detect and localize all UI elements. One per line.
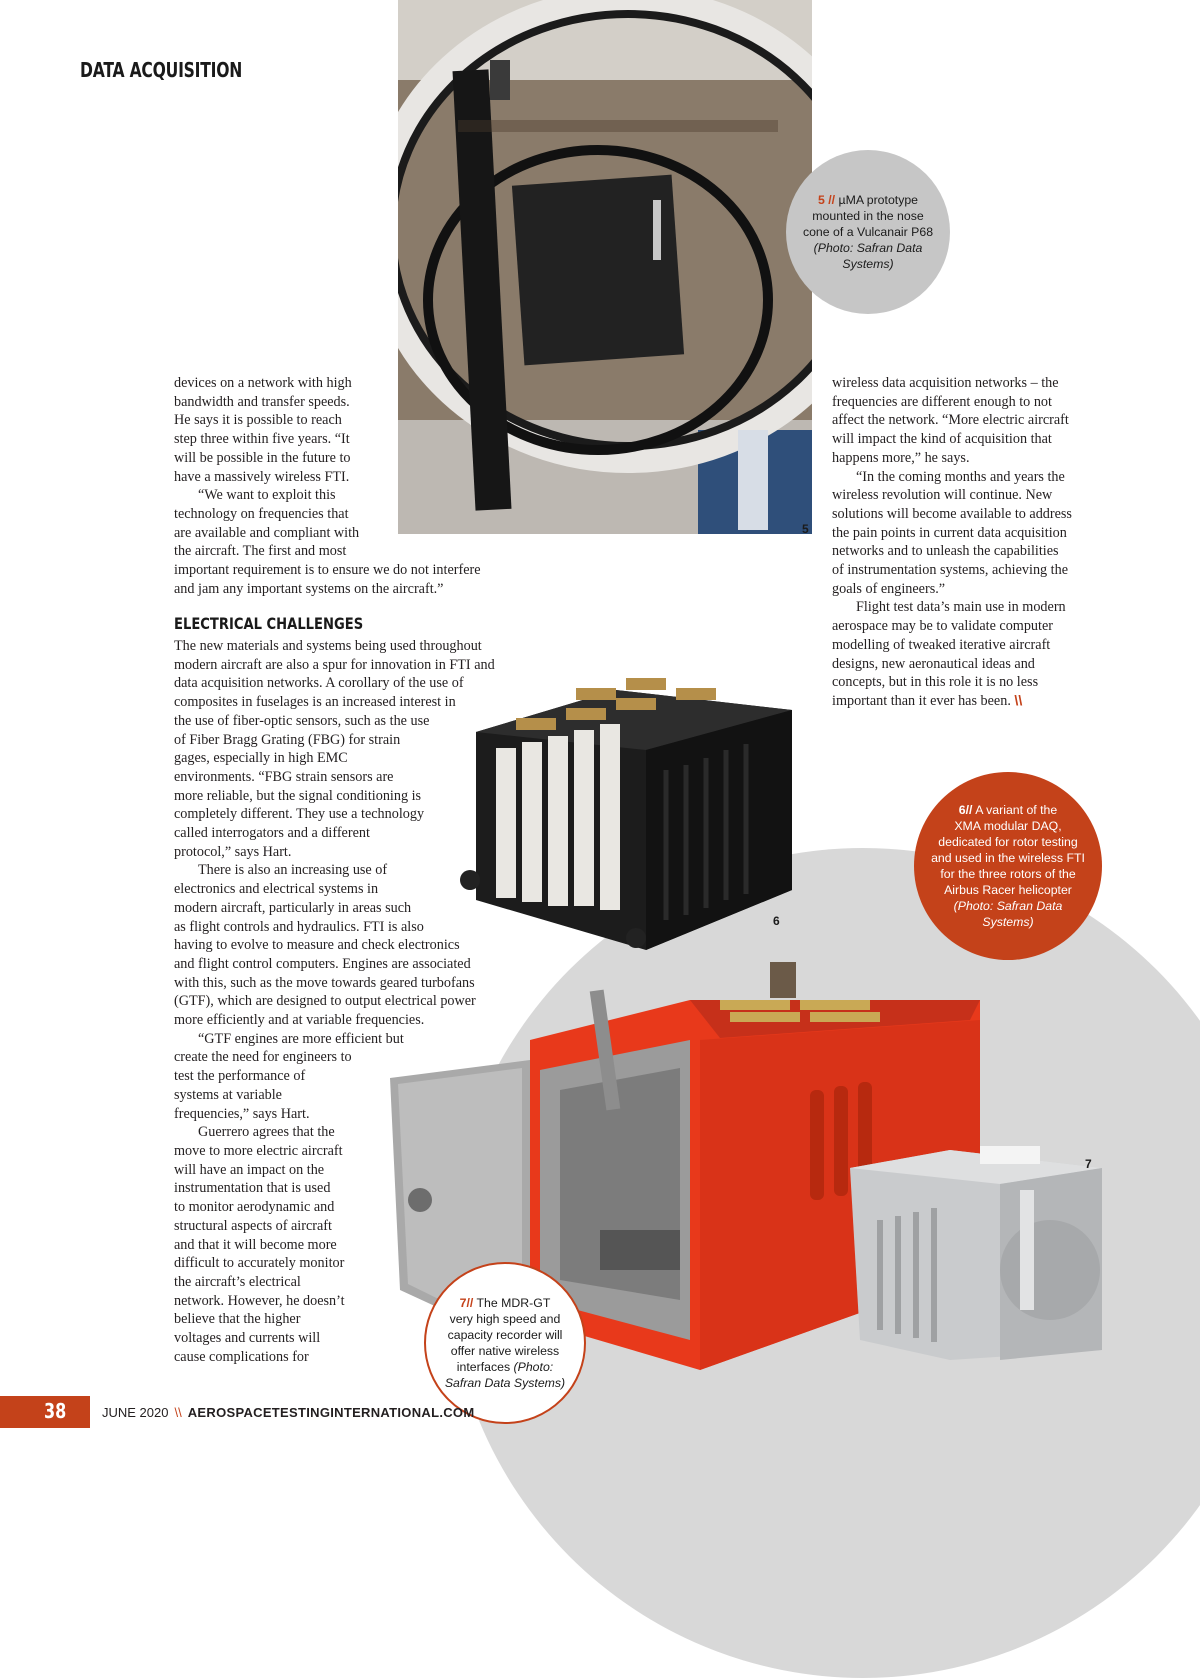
body-line: and that it will become more	[174, 1236, 337, 1253]
body-line: will have an impact on the	[174, 1161, 325, 1178]
body-line: technology on frequencies that	[174, 505, 349, 522]
body-line: to monitor aerodynamic and	[174, 1199, 335, 1216]
caption-photo-6	[914, 772, 1102, 960]
body-line: “In the coming months and years the	[856, 468, 1065, 485]
caption-number: 5 //	[817, 193, 836, 207]
caption-line: µMA prototype	[838, 193, 919, 207]
body-line: modern aircraft are also a spur for innovation in FTI and	[174, 656, 495, 673]
body-line: and jam any important systems on the aircraft.”	[174, 580, 444, 597]
body-line: frequencies,” says Hart.	[174, 1105, 310, 1122]
footer-line	[102, 1405, 474, 1420]
body-line: bandwidth and transfer speeds.	[174, 393, 350, 410]
body-line: of instrumentation systems, achieving the	[832, 562, 1069, 579]
photo-xma-daq	[456, 670, 792, 954]
body-line: will impact the kind of acquisition that	[832, 431, 1052, 448]
footer-website[interactable]: AEROSPACETESTINGINTERNATIONAL.COM	[187, 1405, 475, 1420]
body-line: voltages and currents will	[174, 1330, 321, 1347]
caption-line: A variant of the	[975, 803, 1058, 817]
caption-credit: Systems)	[982, 915, 1034, 929]
body-line: the aircraft. The first and most	[174, 543, 347, 560]
body-line: systems at variable	[174, 1086, 282, 1103]
section-header: DATA ACQUISITION	[80, 58, 243, 82]
caption-credit: (Photo: Safran Data	[953, 899, 1063, 913]
body-line: happens more,” he says.	[832, 449, 970, 466]
body-line: He says it is possible to reach	[174, 412, 342, 429]
caption-number: 6//	[958, 803, 973, 817]
body-line: step three within five years. “It	[174, 431, 350, 448]
body-line: test the performance of	[174, 1068, 306, 1085]
photo-number-5: 5	[802, 522, 809, 536]
caption-line: Airbus Racer helicopter	[944, 883, 1072, 897]
body-line: move to more electric aircraft	[174, 1142, 343, 1159]
footer-issue: JUNE 2020	[102, 1405, 169, 1420]
body-line: concepts, but in this role it is no less	[832, 674, 1039, 691]
body-line: difficult to accurately monitor	[174, 1255, 345, 1272]
body-line: designs, new aeronautical ideas and	[832, 655, 1035, 672]
caption-line: offer native wireless	[450, 1344, 560, 1358]
body-line: The new materials and systems being used throughout	[174, 638, 482, 654]
body-line: modelling of tweaked iterative aircraft	[832, 636, 1051, 653]
body-line: and flight control computers. Engines are associated	[174, 955, 471, 972]
caption-line: The MDR-GT	[476, 1296, 551, 1310]
body-line: network. However, he doesn’t	[174, 1292, 345, 1309]
body-line: have a massively wireless FTI.	[174, 468, 350, 485]
body-line: devices on a network with high	[174, 375, 352, 391]
body-line: called interrogators and a different	[174, 825, 370, 842]
body-line: (GTF), which are designed to output electrical power	[174, 993, 476, 1010]
body-line: goals of engineers.”	[832, 580, 946, 597]
body-line: modern aircraft, particularly in areas such	[174, 899, 412, 916]
body-line: instrumentation that is used	[174, 1180, 331, 1197]
body-line: protocol,” says Hart.	[174, 843, 292, 860]
body-line: electronics and electrical systems in	[174, 881, 379, 898]
caption-line: dedicated for rotor testing	[938, 835, 1078, 849]
body-line: gages, especially in high EMC	[174, 750, 348, 767]
body-line: the aircraft’s electrical	[174, 1273, 301, 1290]
page-number: 38	[44, 1399, 67, 1423]
body-line: will be possible in the future to	[174, 449, 351, 466]
body-line: the pain points in current data acquisition	[832, 524, 1067, 541]
caption-line: cone of a Vulcanair P68	[802, 225, 934, 239]
body-line: of Fiber Bragg Grating (FBG) for strain	[174, 731, 401, 748]
article-column-1-intro	[174, 374, 481, 598]
caption-credit: Systems)	[842, 257, 894, 271]
body-line: environments. “FBG strain sensors are	[174, 768, 394, 785]
body-line: more reliable, but the signal conditioning is	[174, 787, 422, 804]
body-line: “We want to exploit this	[198, 487, 336, 504]
body-line: believe that the higher	[174, 1311, 301, 1328]
end-mark: \\	[1014, 692, 1023, 709]
body-line: wireless revolution will continue. New	[832, 487, 1053, 504]
article-column-2	[832, 374, 1072, 711]
caption-line: for the three rotors of the	[940, 867, 1076, 881]
caption-credit: (Photo:	[513, 1360, 554, 1374]
body-line: important than it ever has been.	[832, 692, 1011, 709]
body-line: Guerrero agrees that the	[198, 1124, 335, 1141]
body-line: Flight test data’s main use in modern	[856, 599, 1066, 616]
body-line: There is also an increasing use of	[198, 862, 388, 879]
body-line: having to evolve to measure and check electronics	[174, 937, 460, 954]
body-line: structural aspects of aircraft	[174, 1217, 332, 1234]
photo-number-6: 6	[773, 914, 780, 928]
page-number-tab	[0, 1396, 90, 1428]
body-line: more efficiently and at variable frequencies.	[174, 1012, 425, 1029]
body-line: frequencies are different enough to not	[832, 393, 1052, 410]
caption-line: XMA modular DAQ,	[954, 819, 1062, 833]
body-line: create the need for engineers to	[174, 1049, 352, 1066]
footer-separator: \\	[174, 1405, 182, 1420]
body-line: with this, such as the move towards geared turbofans	[174, 974, 475, 991]
body-line: the use of fiber-optic sensors, such as the use	[174, 712, 430, 729]
body-line: “GTF engines are more efficient but	[198, 1030, 404, 1047]
caption-photo-5	[786, 150, 950, 314]
body-line: as flight controls and hydraulics. FTI is also	[174, 918, 424, 935]
body-line: networks and to unleash the capabilities	[832, 543, 1059, 560]
body-line: wireless data acquisition networks – the	[832, 375, 1059, 391]
caption-line: very high speed and	[449, 1312, 561, 1326]
body-line: affect the network. “More electric aircraft	[832, 412, 1069, 429]
body-line: data acquisition networks. A corollary of the use of	[174, 675, 464, 692]
subhead-electrical-challenges: ELECTRICAL CHALLENGES	[174, 614, 364, 633]
caption-line: mounted in the nose	[812, 209, 924, 223]
body-line: aerospace may be to validate computer	[832, 618, 1053, 635]
body-line: completely different. They use a technology	[174, 806, 425, 823]
caption-line: interfaces	[456, 1360, 511, 1374]
photo-number-7: 7	[1085, 1157, 1092, 1171]
body-line: cause complications for	[174, 1348, 309, 1365]
caption-number: 7//	[459, 1296, 474, 1310]
article-column-1-body	[174, 637, 495, 1366]
body-line: important requirement is to ensure we do not interfere	[174, 562, 481, 579]
body-line: are available and compliant with	[174, 524, 360, 541]
caption-credit: (Photo: Safran Data	[813, 241, 923, 255]
body-line: composites in fuselages is an increased interest in	[174, 694, 456, 711]
caption-credit: Safran Data Systems)	[444, 1376, 566, 1390]
caption-line: capacity recorder will	[447, 1328, 563, 1342]
body-line: solutions will become available to address	[832, 505, 1072, 522]
caption-line: and used in the wireless FTI	[931, 851, 1085, 865]
